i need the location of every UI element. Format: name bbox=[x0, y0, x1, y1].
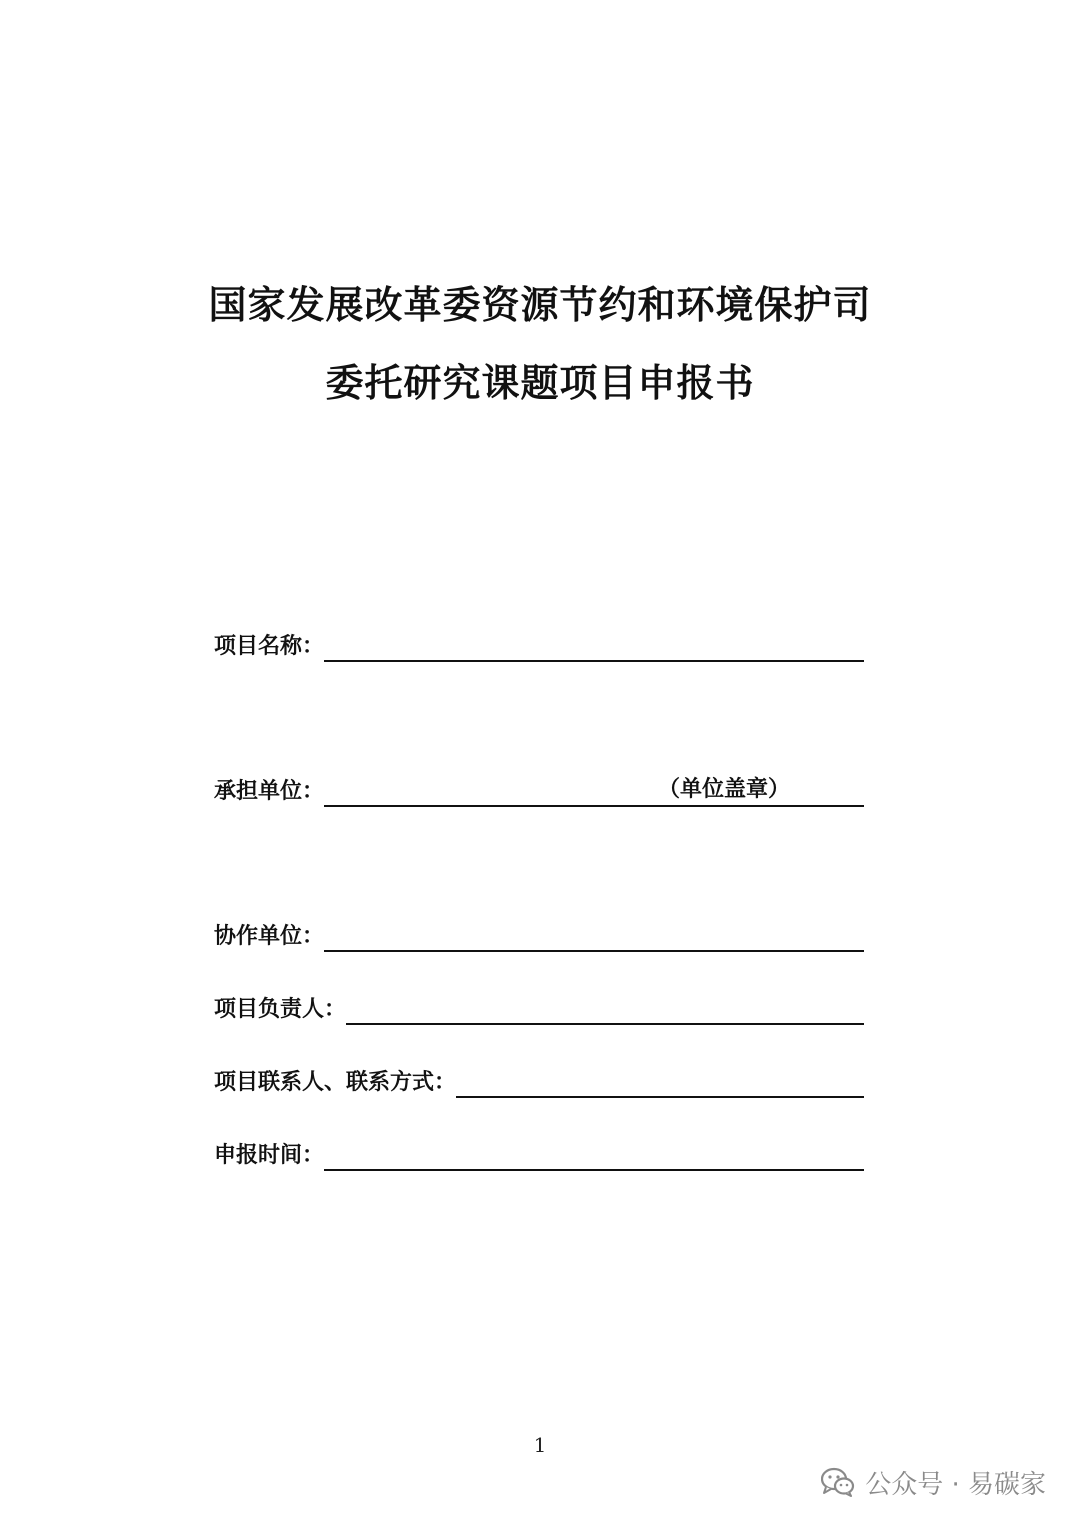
undertaking-unit-blank bbox=[324, 775, 864, 807]
application-date-label: 申报时间： bbox=[214, 1143, 325, 1168]
project-contact-label: 项目联系人、联系方式： bbox=[214, 1070, 457, 1095]
project-leader-field bbox=[214, 985, 864, 1025]
project-contact-field bbox=[214, 1058, 864, 1098]
project-name-blank bbox=[324, 630, 864, 662]
project-leader-label: 项目负责人： bbox=[214, 997, 347, 1022]
wechat-icon bbox=[821, 1467, 855, 1497]
application-date-blank bbox=[324, 1139, 864, 1171]
project-name-label: 项目名称： bbox=[214, 634, 325, 659]
application-date-field bbox=[214, 1131, 864, 1171]
undertaking-unit-field bbox=[214, 767, 864, 807]
cooperating-unit-field bbox=[214, 912, 864, 952]
watermark-text: 公众号 · 易碳家 bbox=[865, 1469, 1046, 1500]
unit-seal-note: （单位盖章） bbox=[657, 777, 790, 802]
document-title-line-1: 国家发展改革委资源节约和环境保护司 bbox=[208, 283, 872, 327]
document-title-line-2: 委托研究课题项目申报书 bbox=[325, 361, 755, 405]
cooperating-unit-label: 协作单位： bbox=[214, 924, 325, 949]
project-name-field bbox=[214, 622, 864, 662]
wechat-watermark bbox=[821, 1462, 1046, 1502]
project-leader-blank bbox=[346, 993, 864, 1025]
project-contact-blank bbox=[456, 1066, 864, 1098]
page-number: 1 bbox=[533, 1433, 547, 1457]
undertaking-unit-label: 承担单位： bbox=[214, 779, 325, 804]
cooperating-unit-blank bbox=[324, 920, 864, 952]
